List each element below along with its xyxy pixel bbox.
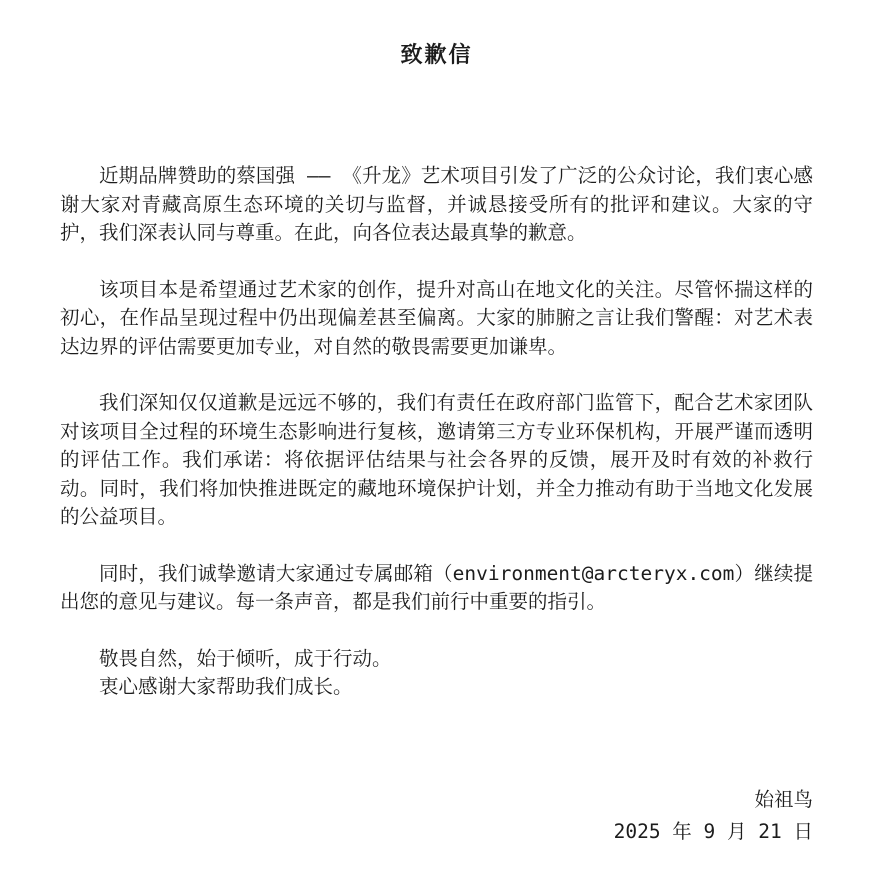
signature-block	[60, 784, 813, 848]
closing-block	[60, 645, 813, 702]
letter-title: 致歉信	[400, 43, 473, 68]
letter-paragraph-intro: 近期品牌赞助的蔡国强 —— 《升龙》艺术项目引发了广泛的公众讨论，我们衷心感谢大家对青藏高原生态环境的关切与监督，并诚恳接受所有的批评和建议。大家的守护，我们深表认同与尊重。在此，向各位表达最真挚的歉意。	[60, 164, 813, 244]
closing-line-thanks: 衷心感谢大家帮助我们成长。	[99, 675, 353, 698]
signature-brand-name: 始祖鸟	[754, 787, 813, 811]
closing-line-motto: 敬畏自然，始于倾听，成于行动。	[99, 646, 392, 670]
letter-paragraph-commitments: 我们深知仅仅道歉是远远不够的，我们有责任在政府部门监管下，配合艺术家团队对该项目全过程的环境生态影响进行复核，邀请第三方专业环保机构，开展严谨而透明的评估工作。我们承诺：将依据评估结果与社会各界的反馈，展开及时有效的补救行动。同时，我们将加快推进既定的藏地环境保护计划，并全力推动有助于当地文化发展的公益项目。	[60, 391, 813, 528]
letter-paragraph-contact-email: 同时，我们诚挚邀请大家通过专属邮箱（environment@arcteryx.com）继续提出您的意见与建议。每一条声音，都是我们前行中重要的指引。	[60, 561, 813, 613]
signature-date: 2025 年 9 月 21 日	[613, 819, 813, 843]
letter-paragraph-reflection: 该项目本是希望通过艺术家的创作，提升对高山在地文化的关注。尽管怀揣这样的初心，在作品呈现过程中仍出现偏差甚至偏离。大家的肺腑之言让我们警醒：对艺术表达边界的评估需要更加专业，对自然的敬畏需要更加谦卑。	[60, 277, 813, 358]
